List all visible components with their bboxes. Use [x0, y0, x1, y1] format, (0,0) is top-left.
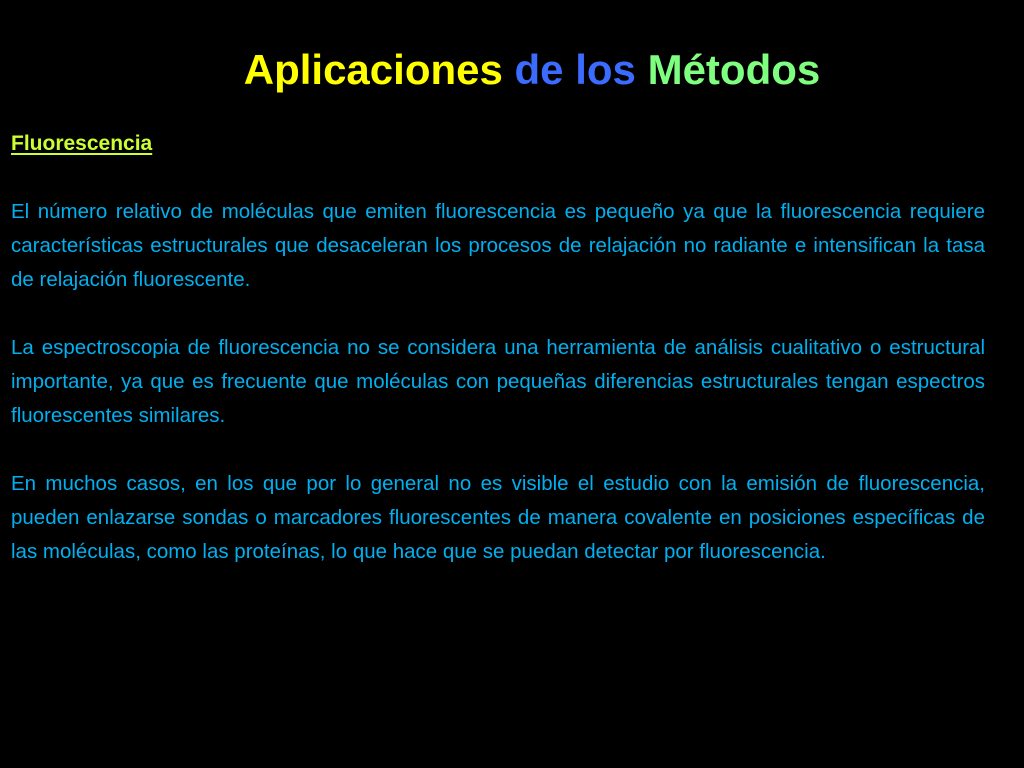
title-word-aplicaciones: Aplicaciones [243, 46, 503, 93]
title-word-metodos: Métodos [647, 46, 821, 93]
title-word-de-los: de los [514, 46, 636, 93]
paragraph-2: La espectroscopia de fluorescencia no se considera una herramienta de análisis cualitativo o estructural importante, ya que es frecuente que moléculas con pequeñas diferencias estructurales tengan espectros fluorescentes similares. [11, 336, 985, 427]
section-heading: Fluorescencia [11, 132, 153, 155]
paragraph-1: El número relativo de moléculas que emiten fluorescencia es pequeño ya que la fluorescencia requiere características estructurales que desaceleran los procesos de relajación no radiante e intensifican la tasa de relajación fluorescente. [11, 200, 985, 291]
paragraph-3: En muchos casos, en los que por lo general no es visible el estudio con la emisión de fluorescencia, pueden enlazarse sondas o marcadores fluorescentes de manera covalente en posiciones específicas de las moléculas, como las proteínas, lo que hace que se puedan detectar por fluorescencia. [11, 472, 985, 563]
slide-title [0, 40, 1024, 100]
